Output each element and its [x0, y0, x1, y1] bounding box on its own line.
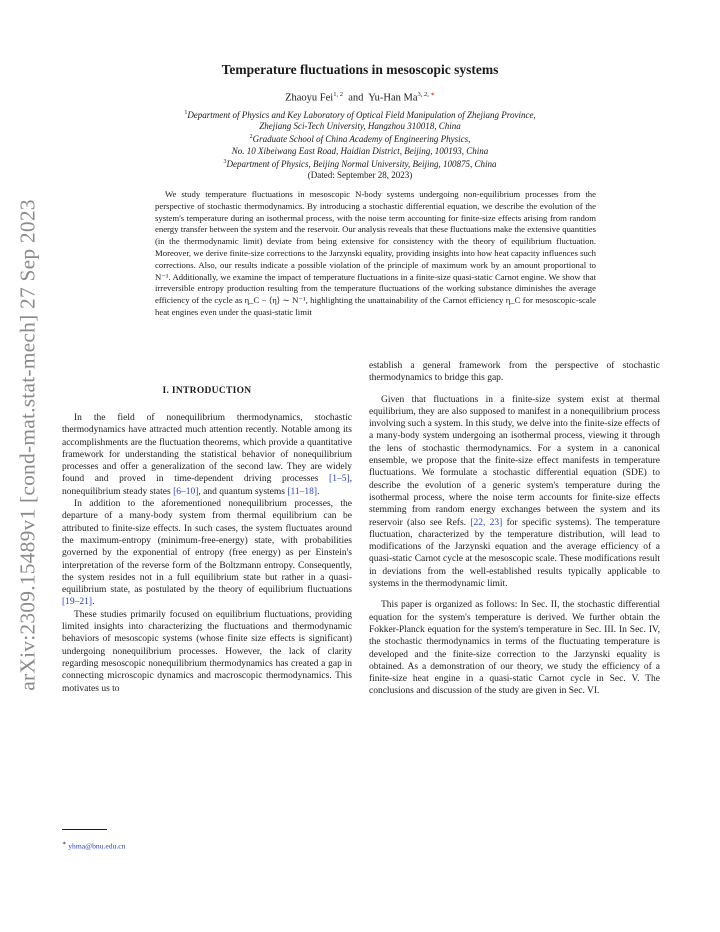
author-affil-sup: 3, 2,	[417, 91, 431, 98]
author-name: Zhaoyu Fei	[285, 92, 334, 104]
footnote-marker: ∗	[62, 840, 67, 847]
affiliation-1-cont: Zhejiang Sci-Tech University, Hangzhou 310018, China	[259, 121, 461, 132]
date-line: (Dated: September 28, 2023)	[307, 170, 413, 181]
author-and: and	[348, 92, 364, 104]
author-affil-sup: 1, 2	[333, 91, 343, 98]
citation-link[interactable]: [11–18]	[287, 486, 318, 497]
paragraph: Given that fluctuations in a finite-size system exist at thermal equilibrium, they are also supposed to manifest in a nonequilibrium process involving such a system. In this study, we delve into the finite-size effects of a many-body system undergoing an isothermal process, viewing it through the lens of stochastic thermodynamics. For a system in a canonical ensemble, we propose that the finite-size effect manifests in temperature fluctuations. We formulate a stochastic differential equation (SDE) to describe the evolution of a generic system's temperature during the isothermal process, where the noise term accounts for finite-size effects stemming from random energy exchanges between the system and its reservoir (also see Refs. [22, 23] for specific systems). The temperature fluctuation, characterized by the temperature distribution, will lead to modifications of the Jarzynski equation and the average efficiency of a quasi-static Carnot cycle at the mesoscopic scale. These modifications result in deviations from the well-established results typically applicable to systems in the thermodynamic limit.	[369, 394, 660, 590]
paragraph: establish a general framework from the perspective of stochastic thermodynamics to bridge this gap.	[369, 361, 660, 384]
citation-link[interactable]: [6–10]	[173, 486, 199, 497]
right-column	[369, 360, 660, 698]
affiliation-2-cont: No. 10 Xibeiwang East Road, Haidian District, Beijing, 100193, China	[231, 145, 489, 156]
abstract: We study temperature fluctuations in mesoscopic N-body systems undergoing non-equilibrium processes from the perspective of stochastic thermodynamics. By introducing a stochastic differential equation, we describe the evolution of the system's temperature during an isothermal process, with the noise term accounting for finite-size effects arising from random energy transfer between the system and the reservoir. Our analysis reveals that these fluctuations make the extensive quantities (in the thermodynamic limit) deviate from being extensive for consistency with the theory of equilibrium fluctuation. Moreover, we derive finite-size corrections to the Jarzynski equality, providing insights into how heat capacity influences such corrections. Also, our results indicate a possible violation of the principle of maximum work by an amount proportional to N⁻¹. Additionally, we examine the impact of temperature fluctuations in a finite-size quasi-static Carnot engine. We show that irreversible entropy production resulting from the temperature fluctuations of the working substance diminishes the average efficiency of the cycle as η_C − ⟨η⟩ ∼ N⁻¹, highlighting the unattainability of the Carnot efficiency η_C for mesoscopic-scale heat engines even under the quasi-static limit	[155, 189, 596, 317]
author-name: Yu-Han Ma	[368, 92, 418, 104]
citation-link[interactable]: [22, 23]	[470, 517, 503, 528]
paper-title: Temperature fluctuations in mesoscopic systems	[221, 62, 499, 77]
footnote-rule	[62, 829, 107, 830]
citation-link[interactable]: [19–21]	[62, 597, 93, 608]
affiliation-3: $^3$Department of Physics, Beijing Normal University, Beijing, 100875, China	[223, 158, 497, 169]
left-column	[62, 388, 352, 695]
paragraph: In the field of nonequilibrium thermodynamics, stochastic thermodynamics have attracted much attention recently. Notable among its accomplishments are the fluctuation theorems, which provide a quantitative framework for understanding the statistical behavior of nonequilibrium processes and offer a generalization of the second law. They are widely found and proved in time-dependent driving processes [1–5], nonequilibrium steady states [6–10], and quantum systems [11–18].	[62, 413, 352, 497]
section-heading: I. INTRODUCTION	[162, 386, 252, 396]
paragraph: These studies primarily focused on equilibrium fluctuations, providing limited insights into characterizing the fluctuations and thermodynamic behaviors of mesoscopic systems (whose finite size effects is significant) undergoing nonequilibrium processes. However, the lack of clarity regarding mesoscopic nonequilibrium thermodynamics has created a gap in connecting microscopic dynamics and macroscopic thermodynamics. This motivates us to	[62, 609, 352, 694]
paragraph: This paper is organized as follows: In Sec. II, the stochastic differential equation for the system's temperature is derived. We further obtain the Fokker-Planck equation for the system's temperature in Sec. III. In Sec. IV, the stochastic thermodynamics in terms of the fluctuating temperature is developed and the finite-size correction to the Jarzynski equality is obtained. As a demonstration of our theory, we study the efficiency of a finite-size heat engine in a quasi-static Carnot cycle in Sec. V. The conclusions and discussion of the study are given in Sec. VI.	[369, 600, 660, 697]
affiliation-2: $^2$Graduate School of China Academy of Engineering Physics,	[249, 134, 471, 145]
arxiv-sidebar-stamp	[8, 185, 48, 705]
arxiv-id-text: arXiv:2309.15489v1 [cond-mat.stat-mech] 27 Sep 2023	[15, 199, 40, 691]
author-line	[120, 90, 600, 104]
email-link[interactable]: yhma@bnu.edu.cn	[68, 841, 126, 851]
citation-link[interactable]: [1–5]	[329, 474, 350, 485]
affiliation-1: $^1$Department of Physics and Key Laboratory of Optical Field Manipulation of Zhejiang Province,	[184, 110, 536, 120]
corresponding-author-link[interactable]: ∗	[430, 91, 435, 98]
affiliations	[120, 108, 600, 181]
paragraph: In addition to the aforementioned nonequilibrium processes, the departure of a many-body system from thermal equilibrium can be attributed to finite-size effects. In such cases, the system fluctuates around the maximum-entropy (minimum-free-energy) state, with probabilities governed by the exponential of entropy (free energy) as per Einstein's interpretation of the reverse form of the Boltzmann entropy. Consequently, the system resides not in a full equilibrium state but rather in a quasi-equilibrium state, as postulated by the theory of equilibrium fluctuations [19–21].	[62, 499, 352, 608]
footnote	[62, 840, 125, 851]
